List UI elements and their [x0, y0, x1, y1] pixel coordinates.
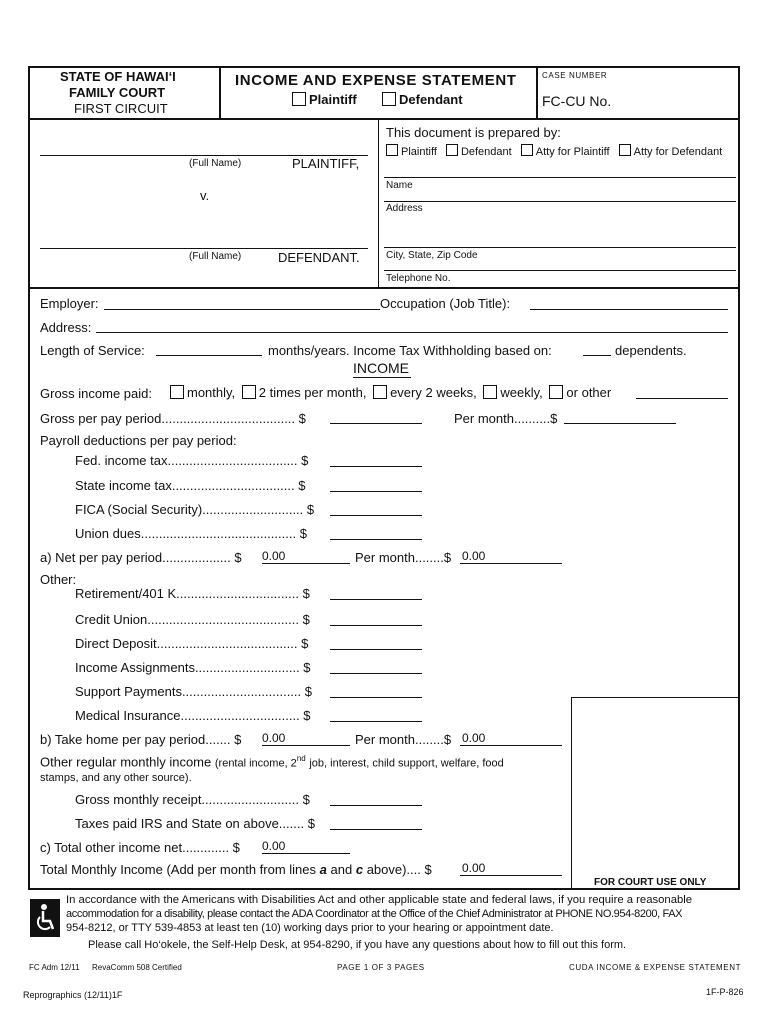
defendant-caption: DEFENDANT.: [278, 250, 360, 265]
total-monthly-above: above).... $: [366, 862, 432, 877]
credit-union-input[interactable]: [330, 625, 422, 626]
direct-deposit-label: Direct Deposit....................................... $: [75, 636, 309, 651]
footer-cuda: CUDA INCOME & EXPENSE STATEMENT: [569, 963, 742, 972]
freq-other-option[interactable]: [549, 385, 611, 400]
other-regular-sup: nd: [296, 754, 306, 763]
take-home-month-value: 0.00: [462, 731, 486, 745]
prepared-plaintiff-option[interactable]: [386, 146, 437, 158]
freq-monthly-checkbox[interactable]: [170, 385, 184, 399]
freq-twice-option[interactable]: [242, 385, 367, 400]
take-home-month-label: Per month........$: [355, 732, 452, 747]
assignments-label: Income Assignments............................. $: [75, 660, 311, 675]
length-label: Length of Service:: [40, 343, 145, 358]
prepared-atty-defendant-option[interactable]: [619, 146, 723, 158]
prepared-atty-defendant-checkbox[interactable]: [619, 144, 631, 156]
total-monthly-and: and: [330, 862, 353, 877]
prepared-by-heading: This document is prepared by:: [386, 125, 561, 140]
freq-monthly-option[interactable]: [170, 385, 235, 400]
total-monthly-input[interactable]: [460, 875, 562, 876]
prepared-atty-plaintiff-label: Atty for Plaintiff: [535, 146, 610, 158]
length-input[interactable]: [156, 355, 262, 356]
address-line[interactable]: [384, 201, 736, 202]
income-heading-underline: [353, 377, 411, 378]
prepared-plaintiff-label: Plaintiff: [401, 146, 437, 158]
income-heading: INCOME: [353, 360, 409, 376]
plaintiff-checkbox[interactable]: [292, 92, 306, 106]
direct-deposit-input[interactable]: [330, 649, 422, 650]
versus-label: v.: [200, 188, 210, 203]
prepared-defendant-label: Defendant: [460, 146, 512, 158]
deductions-heading: Payroll deductions per pay period:: [40, 433, 237, 448]
defendant-name-line[interactable]: [40, 248, 368, 249]
taxes-paid-input[interactable]: [330, 829, 422, 830]
other-regular-note: (rental income, 2: [214, 757, 297, 770]
total-monthly-value: 0.00: [462, 861, 486, 875]
take-home-input[interactable]: [262, 745, 350, 746]
total-other-label: c) Total other income net............. $: [40, 840, 240, 855]
take-home-label: b) Take home per pay period....... $: [40, 732, 242, 747]
fica-label: FICA (Social Security)............................ $: [75, 502, 315, 517]
other-regular-note3: stamps, and any other source).: [40, 772, 192, 784]
take-home-month-input[interactable]: [460, 745, 562, 746]
court-use-label: FOR COURT USE ONLY: [594, 877, 707, 888]
footer-page: PAGE 1 OF 3 PAGES: [337, 963, 425, 972]
taxes-paid-label: Taxes paid IRS and State on above....... $: [75, 816, 315, 831]
net-pay-value: 0.00: [262, 549, 286, 563]
accessibility-icon: [30, 899, 60, 937]
address-caption: Address: [386, 203, 423, 214]
prepared-atty-defendant-label: Atty for Defendant: [633, 146, 723, 158]
fed-tax-label: Fed. income tax.................................... $: [75, 453, 309, 468]
medical-label: Medical Insurance................................. $: [75, 708, 311, 723]
prepared-defendant-option[interactable]: [446, 146, 512, 158]
plaintiff-caption: PLAINTIFF,: [292, 156, 360, 171]
gross-receipt-label: Gross monthly receipt........................... $: [75, 792, 310, 807]
case-number-label: CASE NUMBER: [542, 71, 608, 80]
ada-line-2: accommodation for a disability, please contact the ADA Coordinator at the Office of the Chief Administrator at PHONE NO.954-8200, FAX: [66, 908, 683, 920]
total-other-value: 0.00: [262, 839, 286, 853]
state-tax-input[interactable]: [330, 491, 422, 492]
employer-address-label: Address:: [40, 320, 92, 335]
support-input[interactable]: [330, 697, 422, 698]
gross-pay-label: Gross per pay period..................................... $: [40, 411, 306, 426]
gross-month-input[interactable]: [564, 423, 676, 424]
total-monthly-label: Total Monthly Income (Add per month from lines: [40, 862, 317, 877]
occupation-input[interactable]: [530, 309, 728, 310]
footer-repro: Reprographics (12/11)1F: [23, 990, 123, 1000]
name-caption: Name: [386, 180, 413, 191]
freq-weekly-checkbox[interactable]: [483, 385, 497, 399]
name-line[interactable]: [384, 177, 736, 178]
prepared-atty-plaintiff-checkbox[interactable]: [521, 144, 533, 156]
freq-other-input[interactable]: [636, 398, 728, 399]
total-other-input[interactable]: [262, 853, 350, 854]
other-heading: Other:: [40, 572, 77, 587]
retirement-input[interactable]: [330, 599, 422, 600]
state-tax-label: State income tax.................................. $: [75, 478, 306, 493]
city-caption: City, State, Zip Code: [386, 250, 478, 261]
frequency-options: [170, 385, 611, 400]
net-month-input[interactable]: [460, 563, 562, 564]
employer-input[interactable]: [104, 309, 380, 310]
credit-union-label: Credit Union.......................................... $: [75, 612, 310, 627]
prepared-plaintiff-checkbox[interactable]: [386, 144, 398, 156]
wheelchair-icon: [30, 899, 60, 937]
employer-label: Employer:: [40, 296, 99, 311]
freq-monthly-label: monthly,: [187, 385, 236, 400]
defendant-checkbox[interactable]: [382, 92, 396, 106]
dependents-label: dependents.: [615, 343, 687, 358]
freq-weekly-label: weekly,: [500, 385, 543, 400]
parties-bottom-rule: [28, 287, 740, 289]
freq-twice-checkbox[interactable]: [242, 385, 256, 399]
court-use-divider: [571, 697, 572, 890]
court-name: FAMILY COURT: [69, 85, 166, 100]
fica-input[interactable]: [330, 515, 422, 516]
ada-line-4: Please call Ho‘okele, the Self-Help Desk, at 954-8290, if you have any questions about how to fill out this form.: [88, 939, 627, 951]
plaintiff-label: Plaintiff: [309, 92, 357, 107]
telephone-line[interactable]: [384, 270, 736, 271]
assignments-input[interactable]: [330, 673, 422, 674]
prepared-defendant-checkbox[interactable]: [446, 144, 458, 156]
occupation-label: Occupation (Job Title):: [380, 296, 511, 311]
net-pay-input[interactable]: [262, 563, 350, 564]
gross-paid-label: Gross income paid:: [40, 386, 152, 401]
ada-line-3: 954-8212, or TTY 539-4853 at least ten (10) working days prior to your hearing or appointment date.: [66, 922, 554, 934]
support-label: Support Payments................................. $: [75, 684, 312, 699]
net-month-value: 0.00: [462, 549, 486, 563]
net-month-label: Per month........$: [355, 550, 452, 565]
gross-month-label: Per month..........$: [454, 411, 558, 426]
union-label: Union dues........................................... $: [75, 526, 307, 541]
freq-twice-label: 2 times per month,: [258, 385, 367, 400]
freq-biweekly-label: every 2 weeks,: [390, 385, 477, 400]
months-years-label: months/years. Income Tax Withholding based on:: [268, 343, 552, 358]
footer-revacomm: RevaComm 508 Certified: [92, 963, 182, 972]
freq-other-checkbox[interactable]: [549, 385, 563, 399]
union-input[interactable]: [330, 539, 422, 540]
other-regular-row: [40, 754, 504, 769]
freq-other-label: or other: [566, 385, 612, 400]
header-bottom-rule: [28, 118, 740, 120]
total-monthly-a: a: [319, 862, 327, 877]
freq-weekly-option[interactable]: [483, 385, 542, 400]
fed-tax-input[interactable]: [330, 466, 422, 467]
total-monthly-c: c: [355, 862, 364, 877]
case-number-field[interactable]: FC-CU No.: [542, 93, 612, 109]
telephone-caption: Telephone No.: [386, 273, 451, 284]
court-state: STATE OF HAWAI‘I: [60, 69, 176, 84]
header-defendant-option[interactable]: [382, 92, 463, 107]
freq-biweekly-option[interactable]: [373, 385, 477, 400]
footer-code: 1F-P-826: [706, 987, 744, 997]
take-home-value: 0.00: [262, 731, 286, 745]
retirement-label: Retirement/401 K.................................. $: [75, 586, 310, 601]
other-regular-label: Other regular monthly income: [40, 754, 212, 770]
header-plaintiff-option[interactable]: [292, 92, 357, 107]
total-monthly-row: [40, 862, 432, 877]
header-divider-right: [536, 66, 538, 118]
prepared-atty-plaintiff-option[interactable]: [521, 146, 610, 158]
employer-address-input[interactable]: [96, 332, 728, 333]
city-line[interactable]: [384, 247, 736, 248]
ada-line-1: In accordance with the Americans with Disabilities Act and other applicable state and federal laws, if you require a reasonable: [66, 894, 693, 906]
net-pay-label: a) Net per pay period................... $: [40, 550, 242, 565]
plaintiff-full-name-caption: (Full Name): [189, 158, 242, 169]
dependents-input[interactable]: [583, 355, 611, 356]
gross-pay-input[interactable]: [330, 423, 422, 424]
defendant-full-name-caption: (Full Name): [189, 251, 242, 262]
prepared-options: [386, 144, 722, 158]
court-circuit: FIRST CIRCUIT: [74, 101, 168, 116]
freq-biweekly-checkbox[interactable]: [373, 385, 387, 399]
parties-divider: [378, 119, 379, 287]
header-divider-left: [219, 66, 221, 118]
defendant-label: Defendant: [399, 92, 463, 107]
gross-receipt-input[interactable]: [330, 805, 422, 806]
court-use-top: [571, 697, 740, 698]
footer-form: FC Adm 12/11: [29, 963, 80, 972]
other-regular-note2: job, interest, child support, welfare, food: [309, 757, 504, 770]
medical-input[interactable]: [330, 721, 422, 722]
form-title: INCOME AND EXPENSE STATEMENT: [235, 72, 517, 89]
